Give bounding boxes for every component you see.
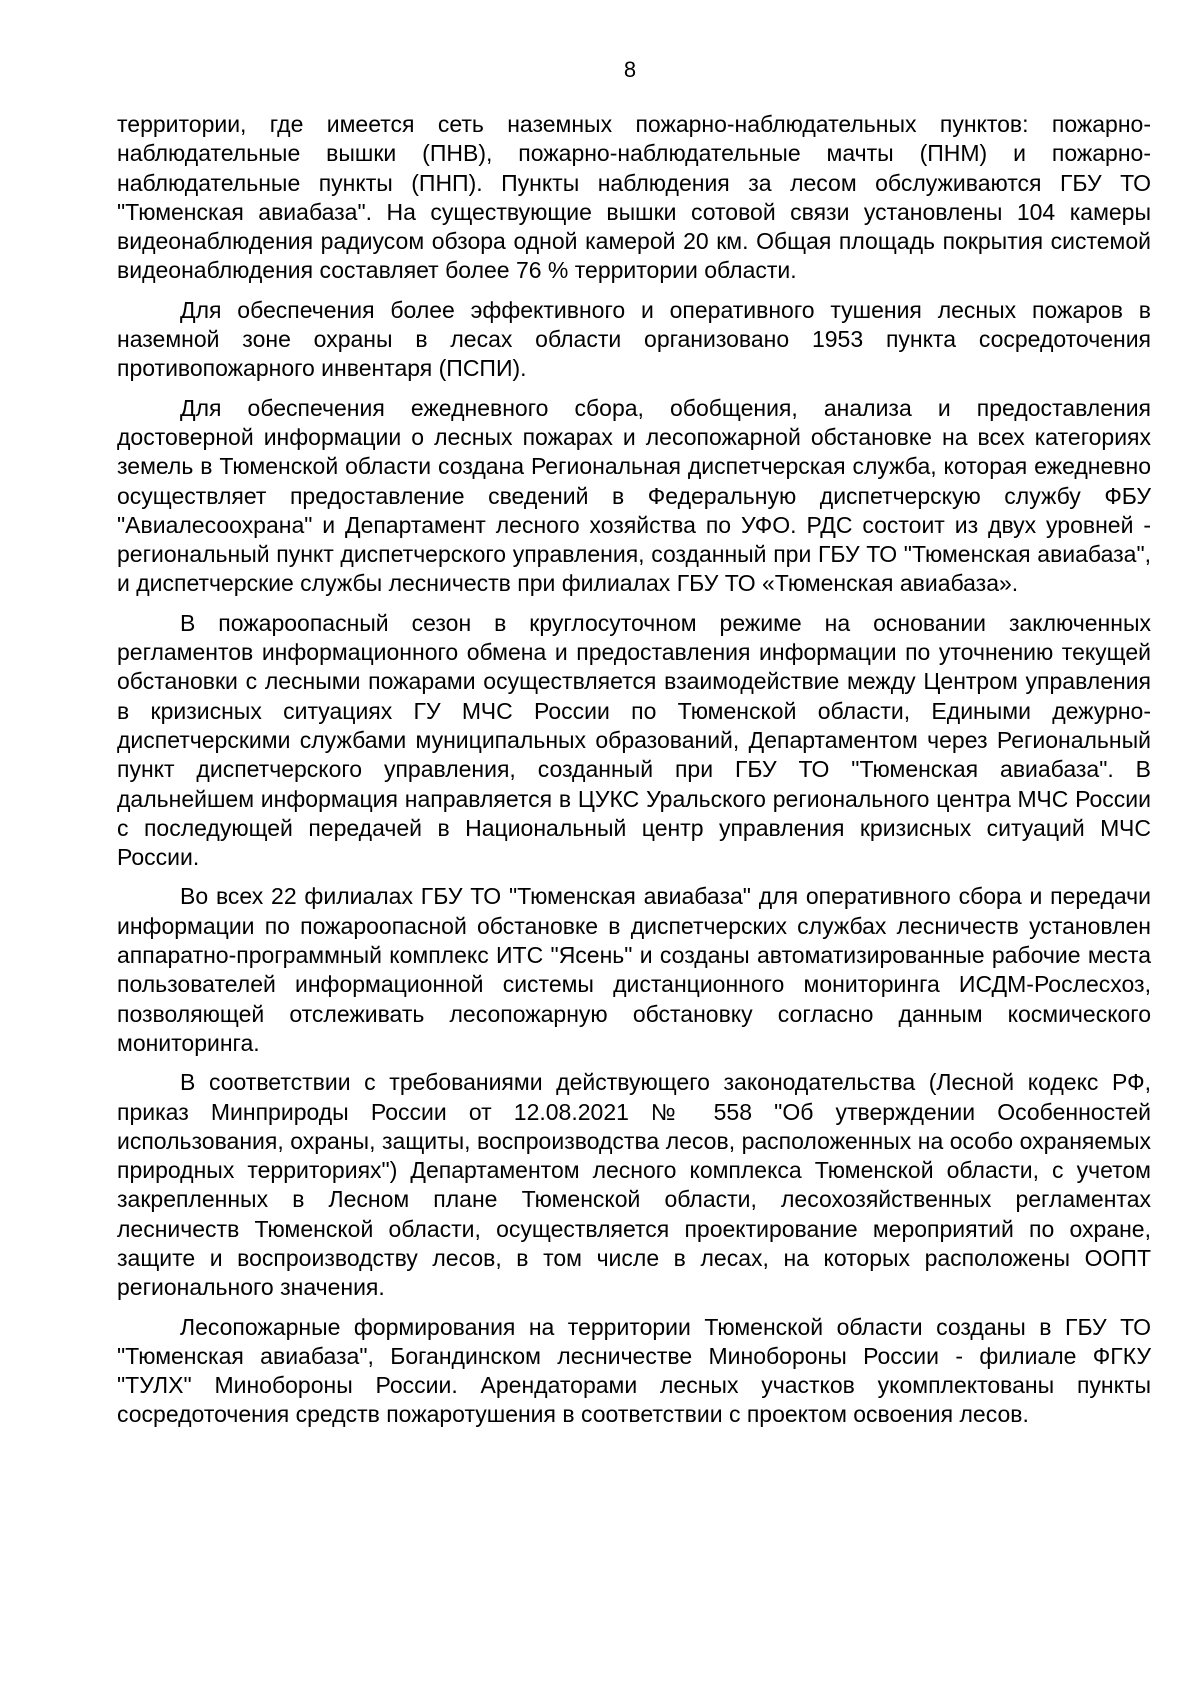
document-body <box>117 110 1151 1440</box>
paragraph-fire-season-interaction: В пожароопасный сезон в круглосуточном режиме на основании заключенных регламентов информационного обмена и предоставления информации по уточнению текущей обстановки с лесными пожарами осуществляется взаимодействие между Центром управления в кризисных ситуациях ГУ МЧС России по Тюменской области, Едиными дежурно-диспетчерскими службами муниципальных образований, Департаментом через Региональный пункт диспетчерского управления, созданный при ГБУ ТО "Тюменская авиабаза". В дальнейшем информация направляется в ЦУКС Уральского регионального центра МЧС России с последующей передачей в Национальный центр управления кризисных ситуаций МЧС России. <box>117 609 1151 871</box>
paragraph-legislation: В соответствии с требованиями действующего законодательства (Лесной кодекс РФ, приказ Минприроды России от 12.08.2021 № 558 "Об утверждении Особенностей использования, охраны, защиты, воспроизводства лесов, расположенных на особо охраняемых природных территориях") Департаментом лесного комплекса Тюменской области, с учетом закрепленных в Лесном плане Тюменской области, лесохозяйственных регламентах лесничеств Тюменской области, осуществляется проектирование мероприятий по охране, защите и воспроизводству лесов, в том числе в лесах, на которых расположены ООПТ регионального значения. <box>117 1069 1151 1301</box>
paragraph-branches-monitoring: Во всех 22 филиалах ГБУ ТО "Тюменская авиабаза" для оперативного сбора и передачи информации по пожароопасной обстановке в диспетчерских службах лесничеств установлен аппаратно-программный комплекс ИТС "Ясень" и созданы автоматизированные рабочие места пользователей информационной системы дистанционного мониторинга ИСДМ-Рослесхоз, позволяющей отслеживать лесопожарную обстановку согласно данным космического мониторинга. <box>117 883 1151 1056</box>
paragraph-dispatch-service: Для обеспечения ежедневного сбора, обобщения, анализа и предоставления достоверной информации о лесных пожарах и лесопожарной обстановке на всех категориях земель в Тюменской области создана Региональная диспетчерская служба, которая ежедневно осуществляет предоставление сведений в Федеральную диспетчерскую службу ФБУ "Авиалесоохрана" и Департамент лесного хозяйства по УФО. РДС состоит из двух уровней - региональный пункт диспетчерского управления, созданный при ГБУ ТО "Тюменская авиабаза", и диспетчерские службы лесничеств при филиалах ГБУ ТО «Тюменская авиабаза». <box>117 394 1151 597</box>
paragraph-fire-formations: Лесопожарные формирования на территории Тюменской области созданы в ГБУ ТО "Тюменская авиабаза", Богандинском лесничестве Минобороны России - филиале ФГКУ "ТУЛХ" Минобороны России. Арендаторами лесных участков укомплектованы пункты сосредоточения средств пожаротушения в соответствии с проектом освоения лесов. <box>117 1313 1151 1428</box>
paragraph-pspi: Для обеспечения более эффективного и оперативного тушения лесных пожаров в наземной зоне охраны в лесах области организовано 1953 пункта сосредоточения противопожарного инвентаря (ПСПИ). <box>117 296 1151 382</box>
page-number: 8 <box>623 57 637 82</box>
paragraph-continuation: территории, где имеется сеть наземных пожарно-наблюдательных пунктов: пожарно-наблюдательные вышки (ПНВ), пожарно-наблюдательные мачты (ПНМ) и пожарно-наблюдательные пункты (ПНП). Пункты наблюдения за лесом обслуживаются ГБУ ТО "Тюменская авиабаза". На существующие вышки сотовой связи установлены 104 камеры видеонаблюдения радиусом обзора одной камерой 20 км. Общая площадь покрытия системой видеонаблюдения составляет более 76 % территории области. <box>117 111 1151 284</box>
